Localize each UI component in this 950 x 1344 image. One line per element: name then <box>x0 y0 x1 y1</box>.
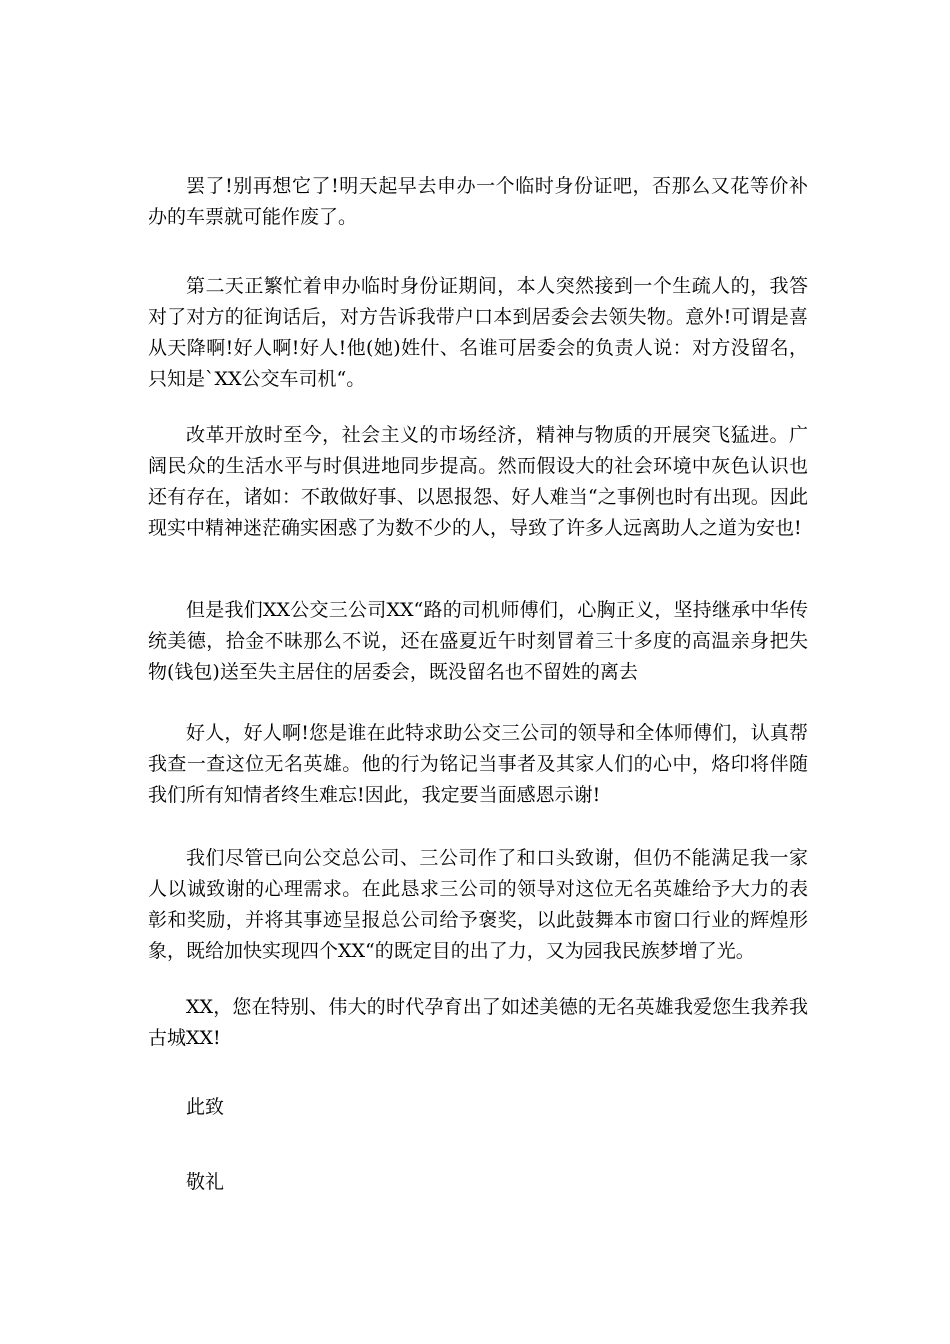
paragraph-7: XX，您在特别、伟大的时代孕育出了如述美德的无名英雄我爱您生我养我古城XX! <box>148 996 808 1049</box>
paragraph-1: 罢了!别再想它了!明天起早去申办一个临时身份证吧，否那么又花等价补办的车票就可能作废了。 <box>148 175 808 228</box>
paragraph-5: 好人，好人啊!您是谁在此特求助公交三公司的领导和全体师傅们，认真帮我查一查这位无名英雄。他的行为铭记当事者及其家人们的心中，烙印将伴随我们所有知情者终生难忘!因此，我定要当面感恩示谢! <box>148 722 808 806</box>
paragraph-2: 第二天正繁忙着申办临时身份证期间，本人突然接到一个生疏人的，我答对了对方的征询话后，对方告诉我带户口本到居委会去领失物。意外!可谓是喜从天降啊!好人啊!好人!他(她)姓什、名谁可居委会的负责人说：对方没留名，只知是`XX公交车司机“。 <box>148 275 808 390</box>
closing-salutation: 此致 <box>186 1096 225 1118</box>
paragraph-6: 我们尽管已向公交总公司、三公司作了和口头致谢，但仍不能满足我一家人以诚致谢的心理需求。在此恳求三公司的领导对这位无名英雄给予大力的表彰和奖励，并将其事迹呈报总公司给予褒奖，以此鼓舞本市窗口行业的辉煌形象，既给加快实现四个XX“的既定目的出了力，又为园我民族梦增了光。 <box>148 847 808 962</box>
paragraph-3: 改革开放时至今，社会主义的市场经济，精神与物质的开展突飞猛进。广阔民众的生活水平与时俱进地同步提高。然而假设大的社会环境中灰色认识也还有存在，诸如：不敢做好事、以恩报怨、好人难当“之事例也时有出现。因此现实中精神迷茫确实困惑了为数不少的人，导致了许多人远离助人之道为安也! <box>148 424 808 539</box>
closing-regards: 敬礼 <box>186 1171 225 1193</box>
paragraph-4: 但是我们XX公交三公司XX“路的司机师傅们，心胸正义，坚持继承中华传统美德，拾金不昧那么不说，还在盛夏近午时刻冒着三十多度的高温亲身把失物(钱包)送至失主居住的居委会，既没留名也不留姓的离去 <box>148 599 808 683</box>
